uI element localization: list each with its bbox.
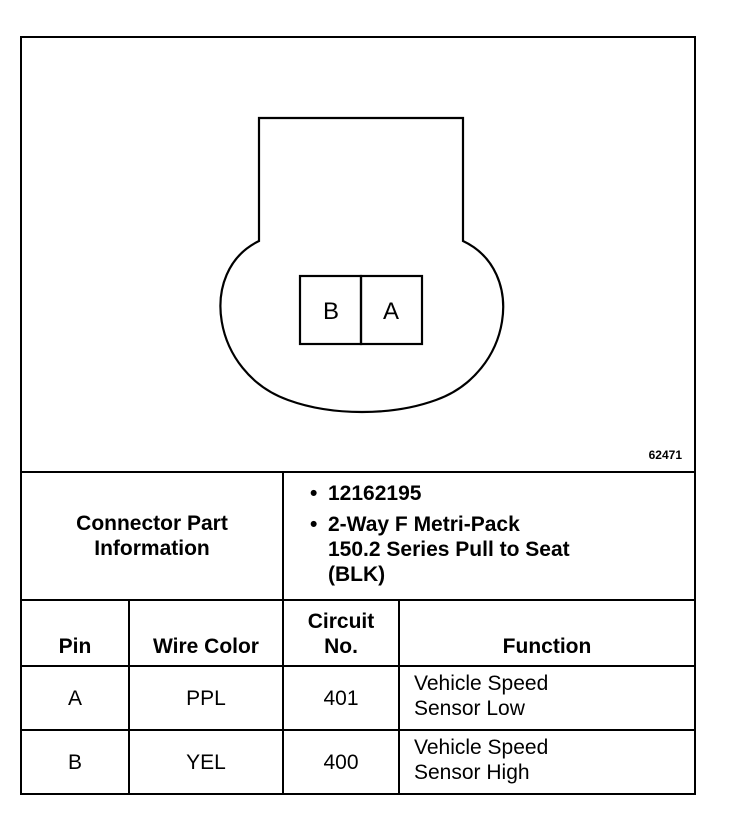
connector-info-details bbox=[284, 481, 694, 599]
connector-body-outline bbox=[220, 118, 503, 412]
row-b-pin: B bbox=[67, 750, 82, 774]
connector-info-label: Connector Part Information bbox=[76, 512, 228, 560]
pin-label-a: A bbox=[382, 298, 400, 325]
pin-label-b: B bbox=[322, 298, 340, 325]
connector-description: • 2-Way F Metri-Pack 150.2 Series Pull to Seat (BLK) bbox=[306, 512, 578, 587]
connector-diagram bbox=[22, 38, 694, 471]
connector-info-list bbox=[306, 481, 694, 587]
connector-document-frame bbox=[20, 36, 696, 795]
header-pin: Pin bbox=[58, 635, 92, 658]
row-a-wire-color: PPL bbox=[186, 686, 226, 710]
connector-face-drawing bbox=[22, 38, 694, 471]
header-function: Function bbox=[502, 635, 592, 658]
connector-part-number: • 12162195 bbox=[306, 481, 694, 506]
row-b-function: Vehicle Speed Sensor High bbox=[414, 736, 549, 784]
row-a-circuit: 401 bbox=[323, 686, 359, 710]
row-a-pin: A bbox=[67, 686, 82, 710]
figure-number: 62471 bbox=[648, 448, 682, 462]
header-wire-color: Wire Color bbox=[153, 635, 259, 658]
row-b-wire-color: YEL bbox=[186, 750, 226, 774]
row-a-function: Vehicle Speed Sensor Low bbox=[414, 672, 549, 720]
header-circuit-no: Circuit No. bbox=[307, 610, 375, 658]
row-b-circuit: 400 bbox=[323, 750, 359, 774]
